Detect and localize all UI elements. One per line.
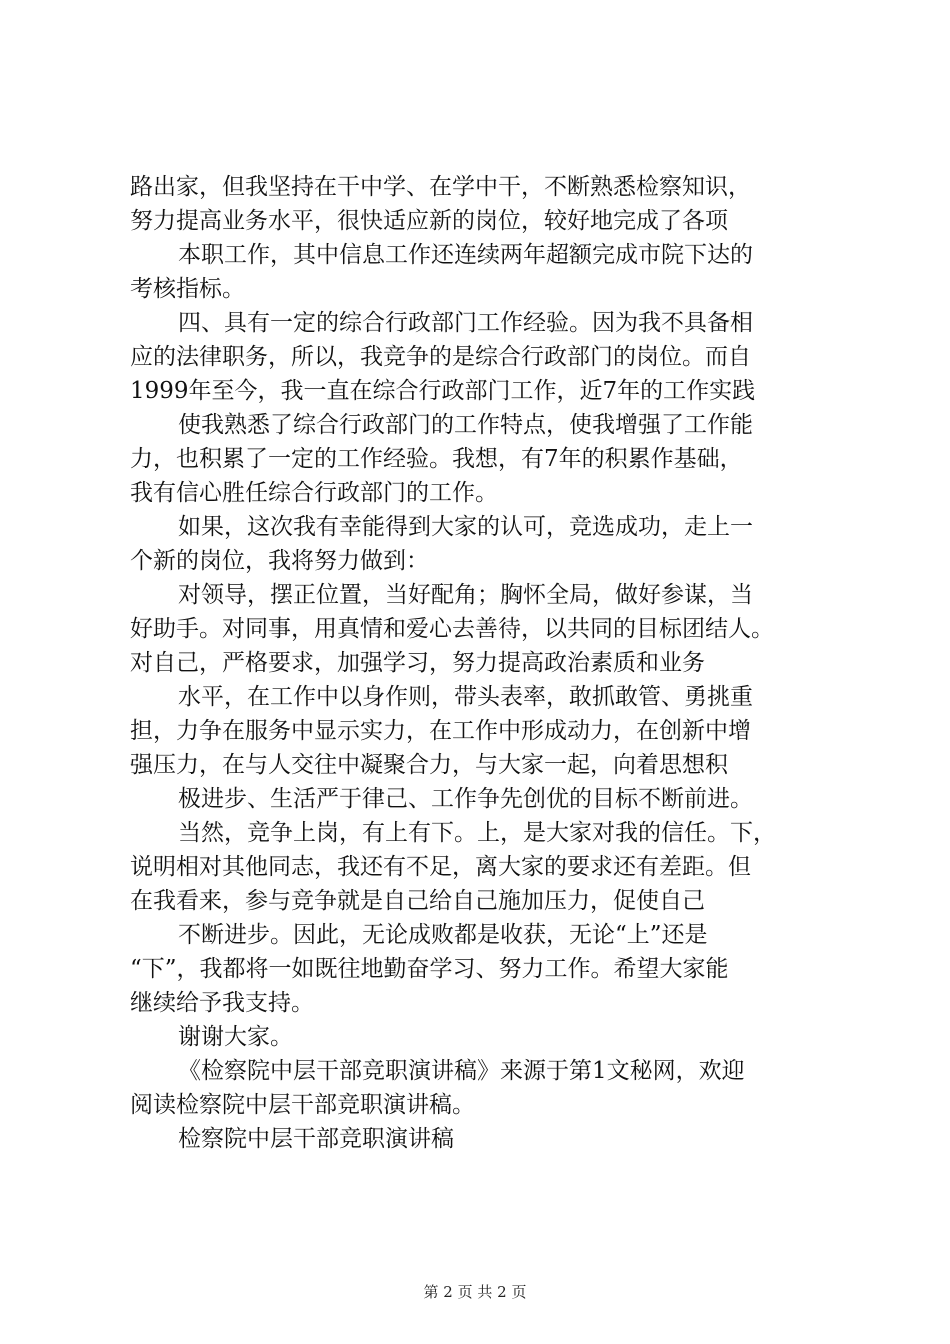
text-line: 检察院中层干部竞职演讲稿: [178, 1126, 454, 1152]
text-line: 路出家，但我坚持在干中学、在学中干，不断熟悉检察知识，: [130, 174, 751, 200]
text-line: 谢谢大家。: [178, 1024, 293, 1050]
text-line: 努力提高业务水平，很快适应新的岗位，较好地完成了各项: [130, 208, 728, 234]
text-line: 1999年至今，我一直在综合行政部门工作，近7年的工作实践: [130, 378, 756, 404]
text-line: 本职工作，其中信息工作还连续两年超额完成市院下达的: [178, 242, 753, 268]
text-line: 当然，竞争上岗，有上有下。上，是大家对我的信任。下，: [178, 820, 776, 846]
text-line: 在我看来，参与竞争就是自己给自己施加压力，促使自己: [130, 888, 705, 914]
text-line: 继续给予我支持。: [130, 990, 314, 1016]
text-line: 说明相对其他同志，我还有不足，离大家的要求还有差距。但: [130, 854, 751, 880]
document-body: [130, 170, 830, 1156]
text-line: 考核指标。: [130, 276, 245, 302]
text-line: 应的法律职务，所以，我竞争的是综合行政部门的岗位。而自: [130, 344, 751, 370]
text-line: 个新的岗位，我将努力做到：: [130, 548, 429, 574]
text-line: “下”，我都将一如既往地勤奋学习、努力工作。希望大家能: [130, 956, 729, 982]
text-line: 担，力争在服务中显示实力，在工作中形成动力，在创新中增: [130, 718, 751, 744]
text-line: 阅读检察院中层干部竞职演讲稿。: [130, 1092, 475, 1118]
text-line: 如果，这次我有幸能得到大家的认可，竞选成功，走上一: [178, 514, 753, 540]
text-line: 好助手。对同事，用真情和爱心去善待，以共同的目标团结人。: [130, 616, 774, 642]
text-line: 使我熟悉了综合行政部门的工作特点，使我增强了工作能: [178, 412, 753, 438]
page-number-footer: 第 2 页 共 2 页: [423, 1283, 527, 1301]
text-line: 水平，在工作中以身作则，带头表率，敢抓敢管、勇挑重: [178, 684, 753, 710]
text-line: 《检察院中层干部竞职演讲稿》来源于第1文秘网，欢迎: [178, 1058, 745, 1084]
text-line: 极进步、生活严于律己、工作争先创优的目标不断前进。: [178, 786, 753, 812]
text-line: 强压力，在与人交往中凝聚合力，与大家一起，向着思想积: [130, 752, 728, 778]
text-line: 对自己，严格要求，加强学习，努力提高政治素质和业务: [130, 650, 705, 676]
text-line: 不断进步。因此，无论成败都是收获，无论“上”还是: [178, 922, 708, 948]
text-line: 我有信心胜任综合行政部门的工作。: [130, 480, 498, 506]
text-line: 力，也积累了一定的工作经验。我想，有7年的积累作基础，: [130, 446, 743, 472]
text-line: 对领导，摆正位置，当好配角；胸怀全局，做好参谋，当: [178, 582, 753, 608]
text-line: 四、具有一定的综合行政部门工作经验。因为我不具备相: [178, 310, 753, 336]
